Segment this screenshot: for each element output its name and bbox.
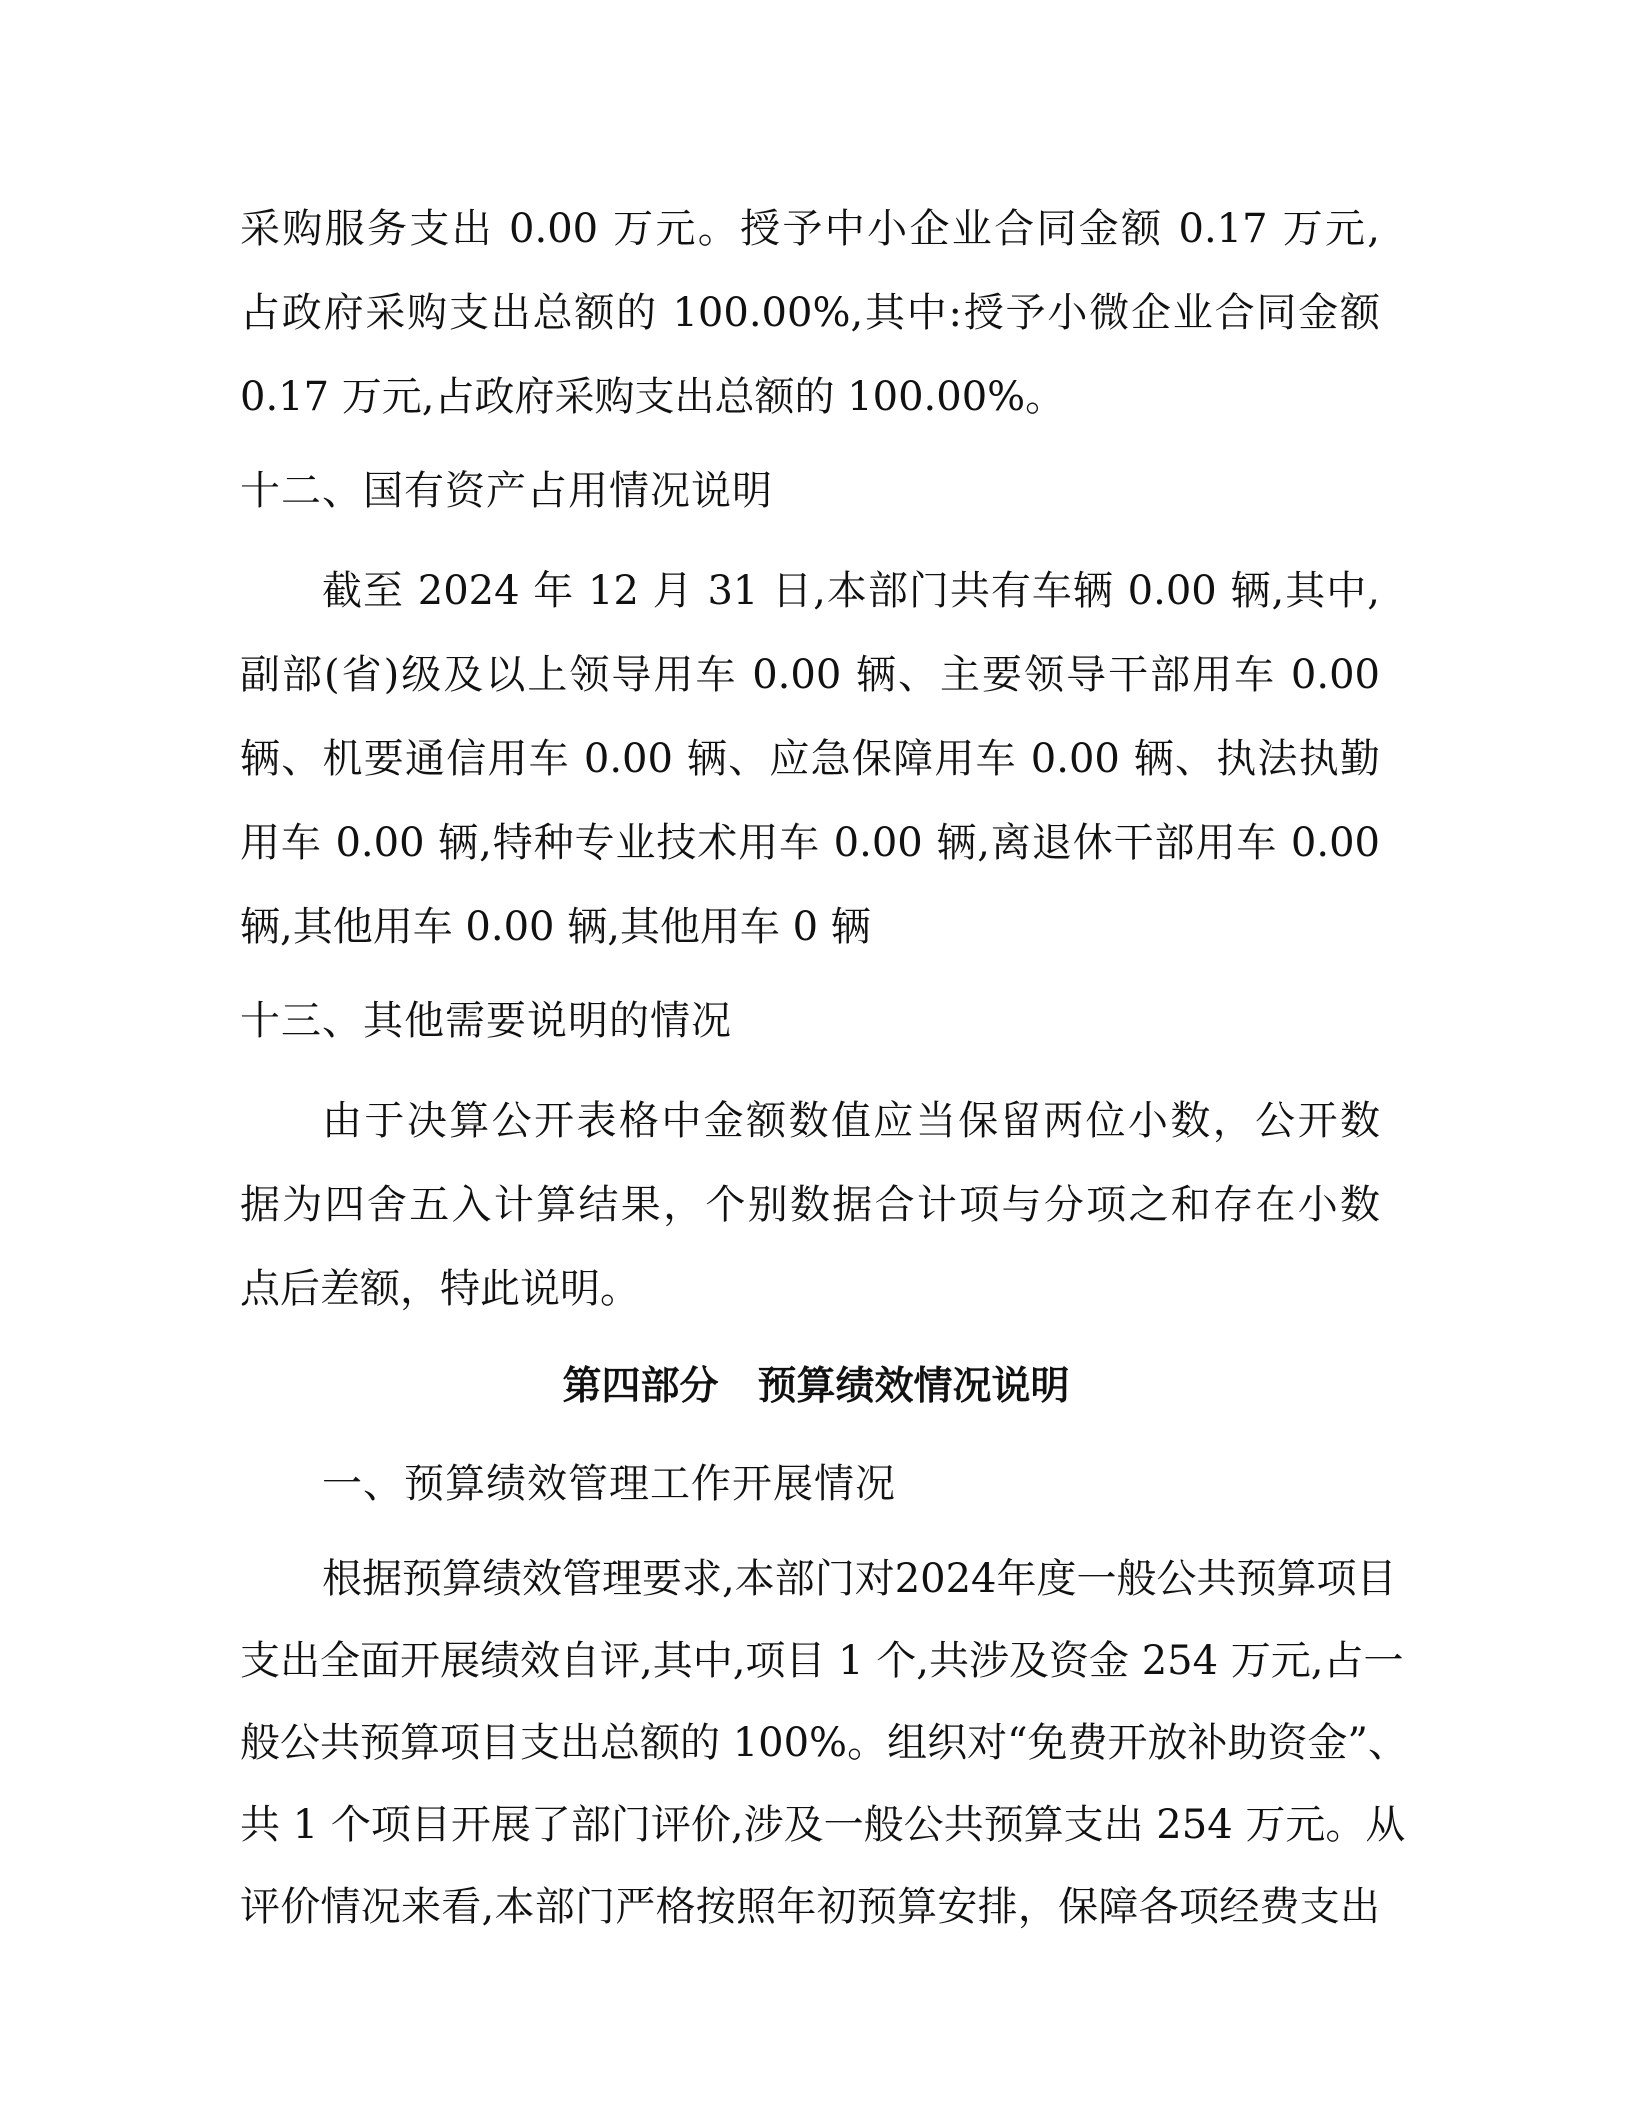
part-4-subheading: 一、预算绩效管理工作开展情况 xyxy=(322,1461,896,1507)
section-12-line-2: 副部(省)级及以上领导用车 0.00 辆、主要领导干部用车 0.00 xyxy=(240,652,1380,698)
part-4-line-3: 般公共预算项目支出总额的 100%。组织对“免费开放补助资金”、 xyxy=(240,1720,1408,1766)
section-13-line-2: 据为四舍五入计算结果，个别数据合计项与分项之和存在小数 xyxy=(240,1182,1380,1228)
part-4-line-2: 支出全面开展绩效自评,其中,项目 1 个,共涉及资金 254 万元,占一 xyxy=(240,1638,1404,1684)
part-4-line-4: 共 1 个项目开展了部门评价,涉及一般公共预算支出 254 万元。从 xyxy=(240,1802,1406,1848)
part-4-line-1: 根据预算绩效管理要求,本部门对2024年度一般公共预算项目 xyxy=(322,1556,1397,1602)
section-12-line-1: 截至 2024 年 12 月 31 日,本部门共有车辆 0.00 辆,其中, xyxy=(322,568,1380,614)
section-13-line-3: 点后差额，特此说明。 xyxy=(240,1266,640,1312)
section-12-line-4: 用车 0.00 辆,特种专业技术用车 0.00 辆,离退休干部用车 0.00 xyxy=(240,820,1380,866)
part-4-line-5: 评价情况来看,本部门严格按照年初预算安排，保障各项经费支出 xyxy=(240,1884,1380,1930)
procurement-line-3: 0.17 万元,占政府采购支出总额的 100.00%。 xyxy=(240,374,1066,420)
procurement-line-2: 占政府采购支出总额的 100.00%,其中:授予小微企业合同金额 xyxy=(240,290,1380,336)
section-13-heading: 十三、其他需要说明的情况 xyxy=(240,998,732,1044)
section-13-line-1: 由于决算公开表格中金额数值应当保留两位小数，公开数 xyxy=(322,1098,1380,1144)
section-12-line-5: 辆,其他用车 0.00 辆,其他用车 0 辆 xyxy=(240,904,871,950)
procurement-line-1: 采购服务支出 0.00 万元。授予中小企业合同金额 0.17 万元, xyxy=(240,206,1380,252)
part-4-title: 第四部分 预算绩效情况说明 xyxy=(562,1363,1070,1409)
section-12-heading: 十二、国有资产占用情况说明 xyxy=(240,468,773,514)
section-12-line-3: 辆、机要通信用车 0.00 辆、应急保障用车 0.00 辆、执法执勤 xyxy=(240,736,1380,782)
